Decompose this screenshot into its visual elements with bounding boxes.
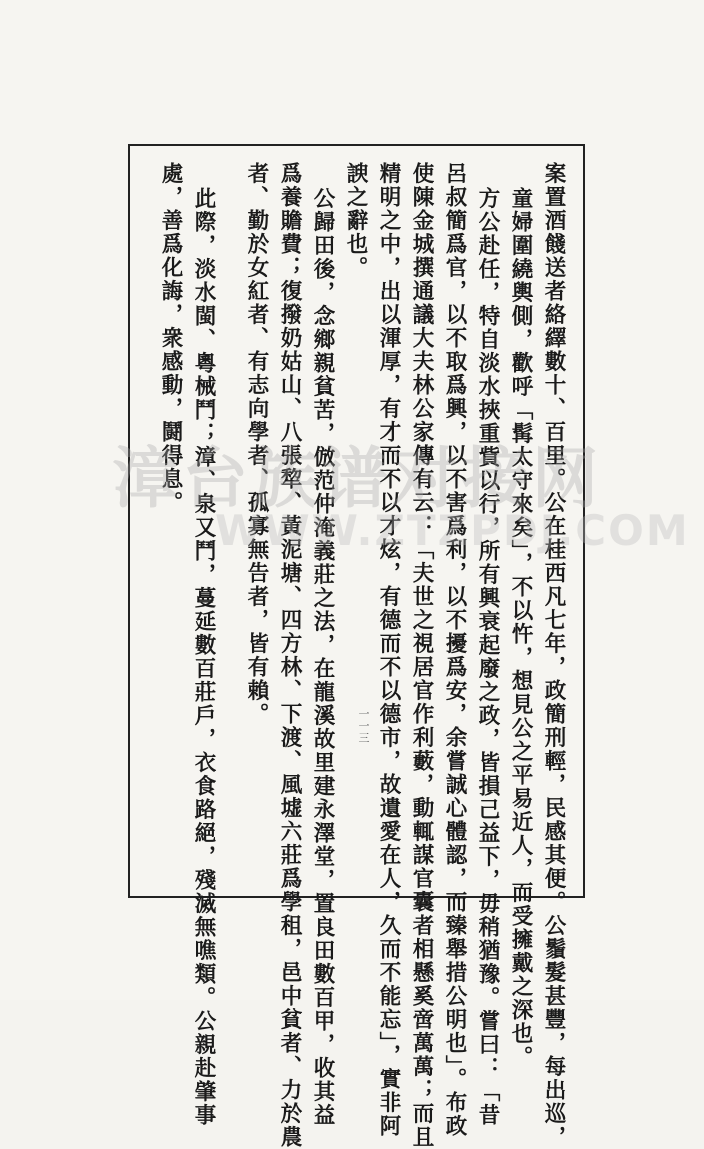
text-column-2: 童婦圍繞輿側，歡呼「髯太守來矣」，不以忤，想見公之平易近人，而受擁戴之深也。	[508, 187, 533, 1070]
text-column-10: 者、勤於女紅者、有志向學者、孤寡無告者，皆有賴。	[244, 162, 269, 726]
text-column-5: 使陳金城撰通議大夫林公家傳有云：「夫世之視居官作利藪，動輒謀官囊者相懸奚啻萬萬；而且	[409, 162, 434, 1149]
watermark-chinese: 漳台族谱对接网	[112, 440, 602, 517]
watermark-url: WWW.ZTZPDJ.COM	[215, 506, 690, 555]
text-column-3: 方公赴任，特自淡水挾重貲以行，所有興衰起廢之政，皆損己益下，毋稍猶豫。嘗曰：「昔	[475, 187, 500, 1127]
text-column-9: 爲養贍費；復撥奶姑山、八張犂、黃泥塘、四方林、下渡、風墟六莊爲學租，邑中貧者、力於農	[277, 162, 302, 1149]
text-column-7: 諛之辭也。	[343, 162, 368, 280]
text-column-12: 處，善爲化誨，衆感動，鬪得息。	[158, 162, 183, 515]
text-column-6: 精明之中，出以渾厚，有才而不以才炫，有德而不以德市，故遺愛在人，久而不能忘」，實非阿	[376, 162, 401, 1139]
text-column-11: 此際，淡水閩、粵械鬥；漳、泉又鬥，蔓延數百莊戶，衣食路絕，殘滅無噍類。公親赴肇事	[191, 187, 216, 1127]
text-column-4: 呂叔簡爲官，以不取爲興，以不害爲利，以不擾爲安，余嘗誠心體認，而臻舉措公明也」。布政	[442, 162, 467, 1139]
text-column-8: 公歸田後，念鄉親貧苦，倣范仲淹義莊之法，在龍溪故里建永澤堂，置良田數百甲，收其益	[310, 187, 335, 1127]
page-number: 一一三	[357, 708, 370, 744]
text-column-1: 案置酒餞送者絡繹數十、百里。公在桂西凡七年，政簡刑輕，民感其便。公鬚髮甚豐，每出巡，	[541, 162, 566, 1149]
